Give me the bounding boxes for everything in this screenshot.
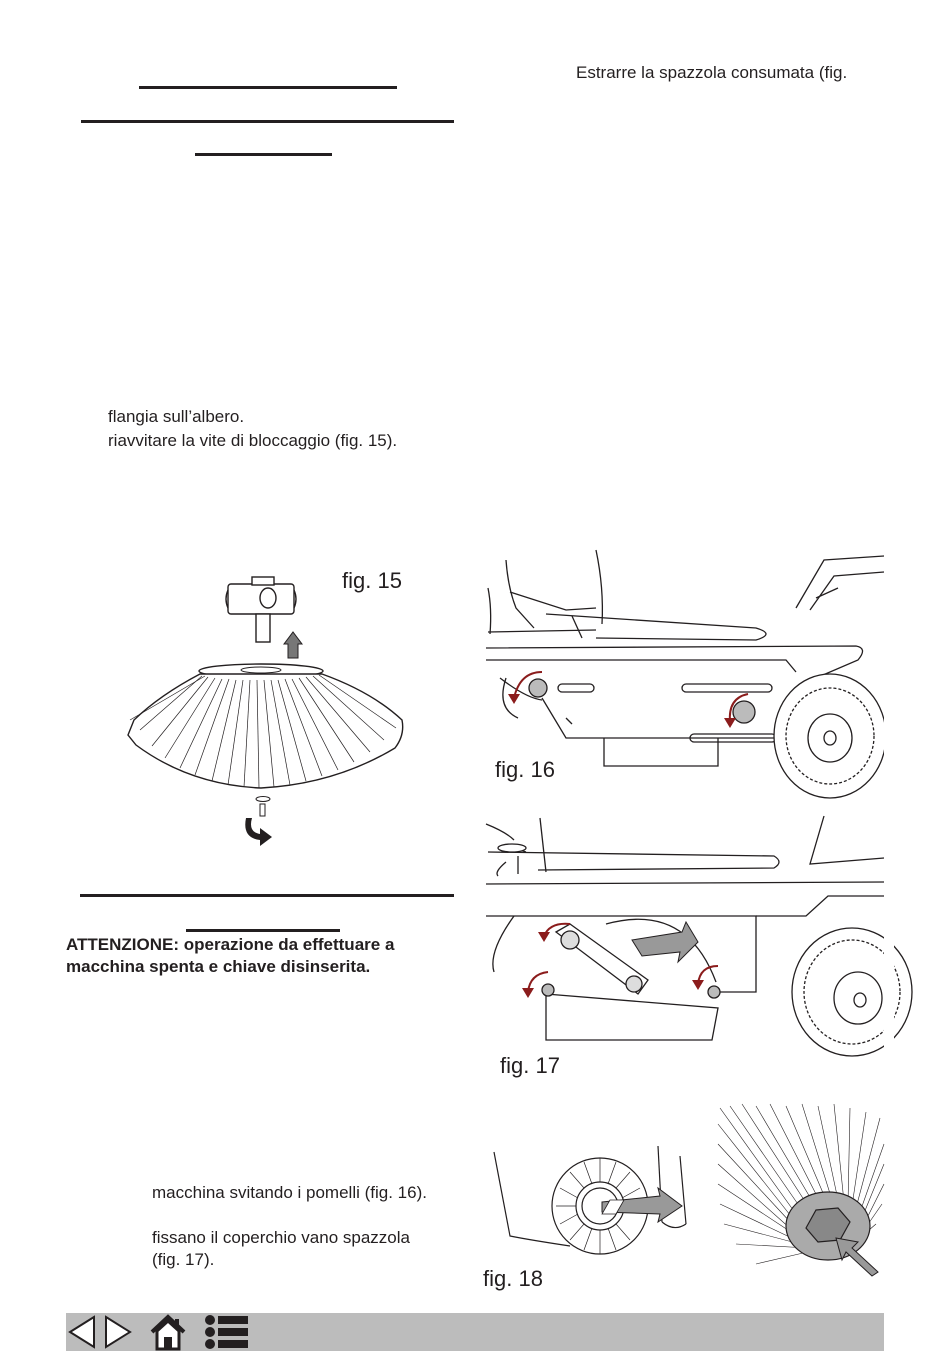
fig18-label: fig. 18 [483,1266,543,1291]
heading-rule-2 [81,120,454,123]
flange-text-line-2: riavvitare la vite di bloccaggio (fig. 15). [108,431,398,450]
fig18-illustration-right [716,1104,886,1284]
fig17-label: fig. 17 [500,1053,560,1078]
fig16-illustration [486,548,886,768]
fig15-illustration [120,570,420,845]
next-page-icon[interactable] [102,1313,134,1351]
warning-line-2: macchina spenta e chiave disinserita. [66,957,371,976]
flange-text-line-1: flangia sull’albero. [108,407,245,426]
warning-line-1: ATTENZIONE: operazione da effettuare a [66,935,395,954]
prev-page-icon[interactable] [66,1313,98,1351]
fig17-illustration [486,812,886,1062]
fig16-label: fig. 16 [495,757,555,782]
fig15-label: fig. 15 [342,568,402,593]
heading-rule-1 [139,86,397,89]
index-list-icon[interactable] [202,1313,250,1351]
heading-rule-3 [195,153,332,156]
fig18-illustration-left [490,1142,690,1272]
step-line-3: (fig. 17). [152,1250,215,1269]
section-rule-1 [80,894,454,897]
home-icon[interactable] [148,1313,188,1351]
step-line-2: fissano il coperchio vano spazzola [152,1228,410,1247]
step-line-1: macchina svitando i pomelli (fig. 16). [152,1183,427,1202]
right-top-text: Estrarre la spazzola consumata (fig. [576,63,848,82]
bottom-nav-bar [66,1313,884,1351]
section-rule-2 [186,929,340,932]
